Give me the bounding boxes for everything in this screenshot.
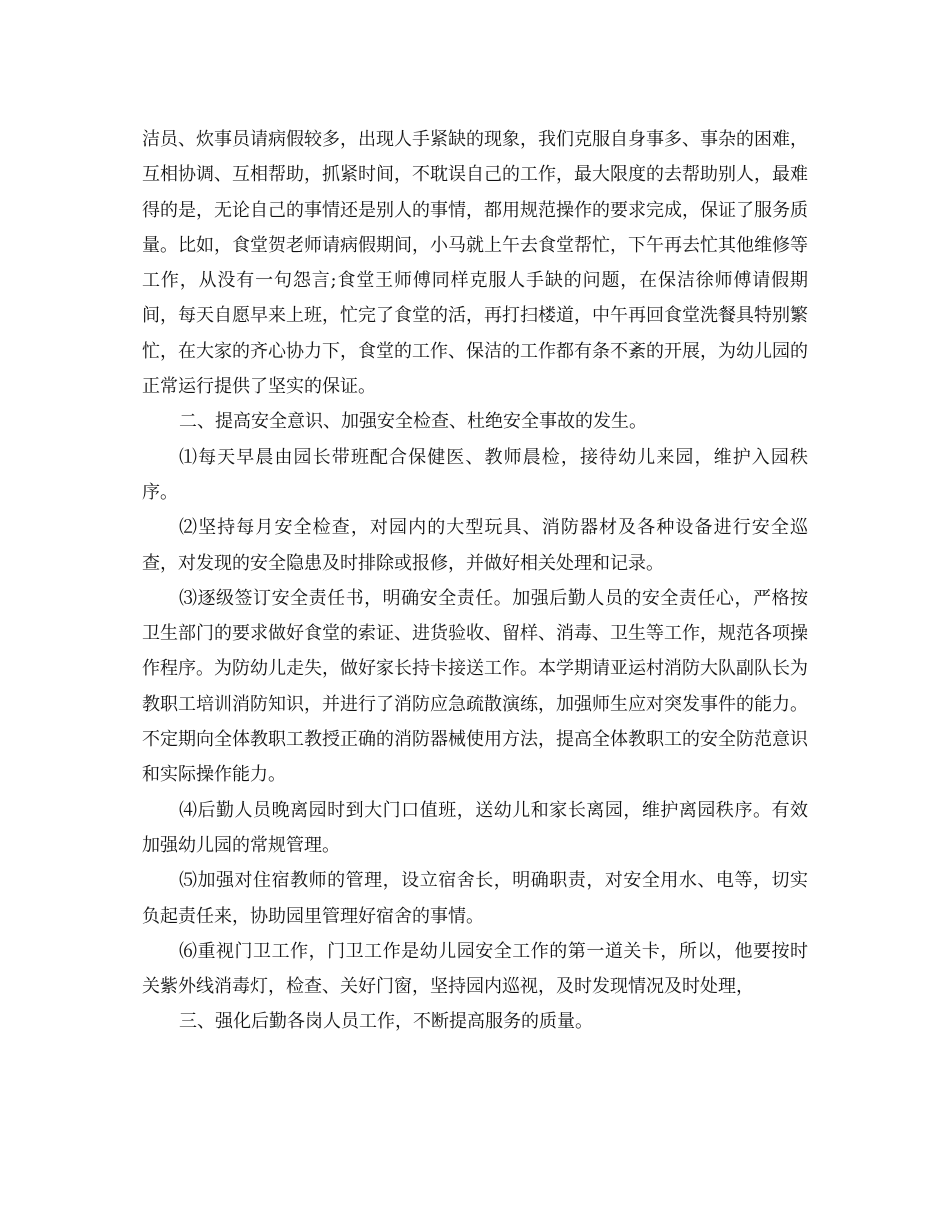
paragraph-staff-cooperation: 洁员、炊事员请病假较多，出现人手紧缺的现象，我们克服自身事多、事杂的困难，互相协调、互相帮助，抓紧时间，不耽误自己的工作，最大限度的去帮助别人，最难得的是，无论自己的事情还是别人的事情，都用规范操作的要求完成，保证了服务质量。比如，食堂贺老师请病假期间，小马就上午去食堂帮忙，下午再去忙其他维修等工作，从没有一句怨言;食堂王师傅同样克服人手缺的问题，在保洁徐师傅请假期间，每天自愿早来上班，忙完了食堂的活，再打扫楼道，中午再回食堂洗餐具特别繁忙，在大家的齐心协力下，食堂的工作、保洁的工作都有条不紊的开展，为幼儿园的正常运行提供了坚实的保证。 [142, 129, 808, 398]
list-item-morning-check: ⑴每天早晨由园长带班配合保健医、教师晨检，接待幼儿来园，维护入园秩序。 [142, 446, 808, 503]
list-item-responsibility: ⑶逐级签订安全责任书，明确安全责任。加强后勤人员的安全责任心，严格按卫生部门的要求做好食堂的索证、进货验收、留样、消毒、卫生等工作，规范各项操作程序。为防幼儿走失，做好家长持卡接送工作。本学期请亚运村消防大队副队长为教职工培训消防知识，并进行了消防应急疏散演练，加强师生应对突发事件的能力。不定期向全体教职工教授正确的消防器械使用方法，提高全体教职工的安全防范意识和实际操作能力。 [142, 587, 808, 786]
list-item-guard-work: ⑹重视门卫工作，门卫工作是幼儿园安全工作的第一道关卡，所以，他要按时关紫外线消毒灯，检查、关好门窗，坚持园内巡视，及时发现情况及时处理， [142, 940, 808, 998]
list-item-evening-duty: ⑷后勤人员晚离园时到大门口值班，送幼儿和家长离园，维护离园秩序。有效加强幼儿园的常规管理。 [142, 799, 808, 856]
list-item-dormitory: ⑸加强对住宿教师的管理，设立宿舍长，明确职责，对安全用水、电等，切实负起责任来，协助园里管理好宿舍的事情。 [142, 870, 808, 927]
document-body [142, 122, 808, 1040]
section-heading-service: 三、强化后勤各岗人员工作，不断提高服务的质量。 [179, 1011, 593, 1033]
list-item-monthly-inspection: ⑵坚持每月安全检查，对园内的大型玩具、消防器材及各种设备进行安全巡查，对发现的安全隐患及时排除或报修，并做好相关处理和记录。 [142, 517, 808, 574]
section-heading-safety: 二、提高安全意识、加强安全检查、杜绝安全事故的发生。 [179, 411, 647, 433]
